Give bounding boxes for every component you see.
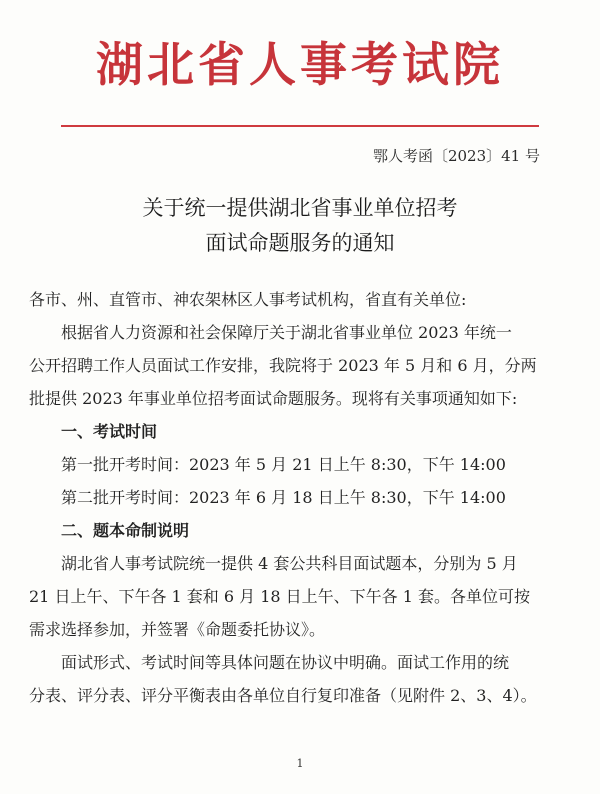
letterhead-divider bbox=[61, 125, 539, 127]
letterhead-title: 湖北省人事考试院 bbox=[96, 38, 504, 93]
intro-paragraph-line: 批提供 2023 年事业单位招考面试命题服务。现将有关事项通知如下: bbox=[29, 389, 518, 408]
exam-time-item: 第二批开考时间：2023 年 6 月 18 日上午 8:30，下午 14:00 bbox=[61, 488, 506, 507]
interview-form-paragraph-line: 面试形式、考试时间等具体问题在协议中明确。面试工作用的统 bbox=[61, 653, 510, 672]
section-heading-exam-time: 一、考试时间 bbox=[61, 422, 158, 441]
intro-paragraph-line: 公开招聘工作人员面试工作安排，我院将于 2023 年 5 月和 6 月，分两 bbox=[29, 356, 537, 375]
question-design-paragraph-line: 21 日上午、下午各 1 套和 6 月 18 日上午、下午各 1 套。各单位可按 bbox=[29, 587, 531, 606]
salutation: 各市、州、直管市、神农架林区人事考试机构，省直有关单位: bbox=[29, 290, 467, 309]
page-number: 1 bbox=[296, 757, 304, 770]
interview-form-paragraph-line: 分表、评分表、评分平衡表由各单位自行复印准备（见附件 2、3、4）。 bbox=[29, 686, 537, 705]
question-design-paragraph-line: 湖北省人事考试院统一提供 4 套公共科目面试题本，分别为 5 月 bbox=[61, 554, 518, 573]
question-design-paragraph-line: 需求选择参加，并签署《命题委托协议》。 bbox=[29, 620, 326, 639]
document-number: 鄂人考函〔2023〕41 号 bbox=[372, 147, 540, 165]
intro-paragraph-line: 根据省人力资源和社会保障厅关于湖北省事业单位 2023 年统一 bbox=[61, 323, 512, 342]
section-heading-question-design: 二、题本命制说明 bbox=[61, 521, 190, 540]
exam-time-item: 第一批开考时间：2023 年 5 月 21 日上午 8:30，下午 14:00 bbox=[61, 455, 506, 474]
document-title-line: 面试命题服务的通知 bbox=[205, 231, 395, 255]
document-title-line: 关于统一提供湖北省事业单位招考 bbox=[142, 196, 458, 220]
document-body bbox=[29, 283, 577, 712]
document-title bbox=[0, 191, 600, 261]
